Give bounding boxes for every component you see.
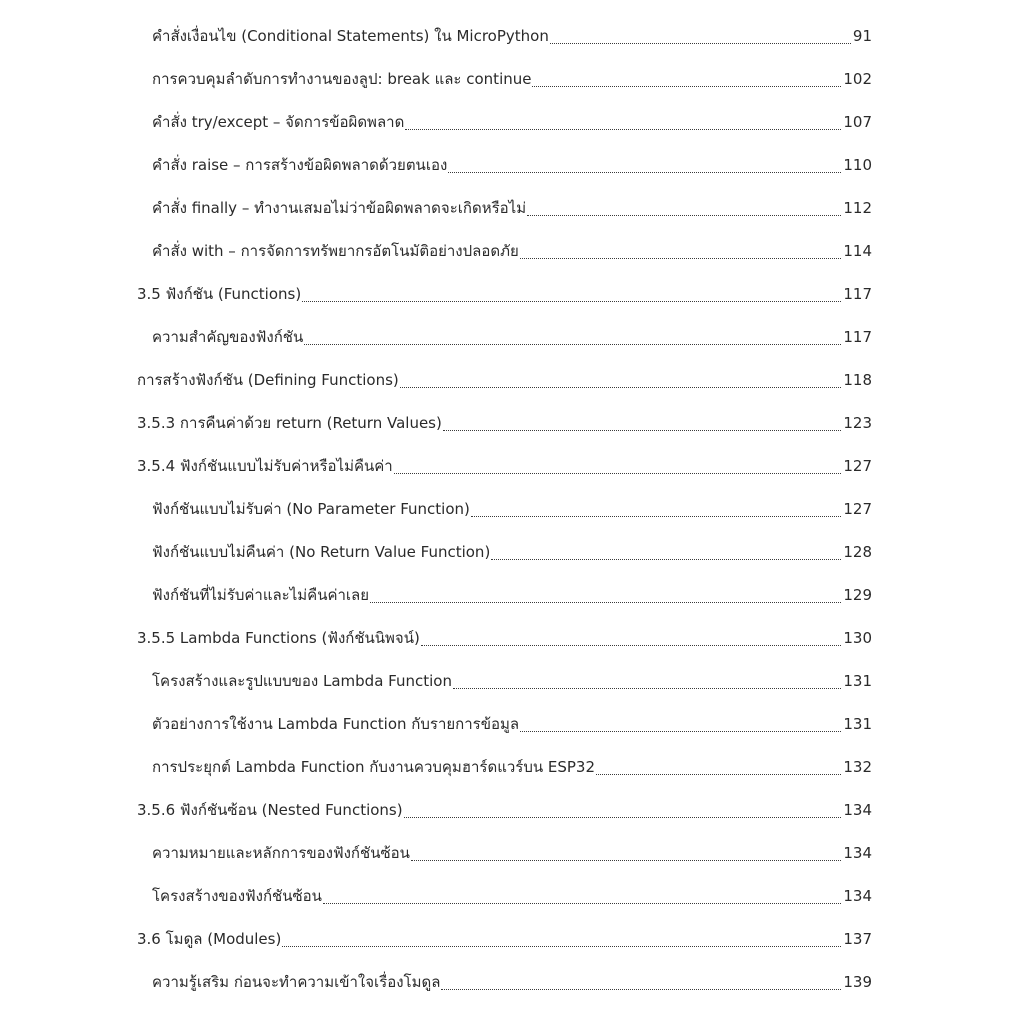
toc-entry-page: 118	[843, 370, 872, 389]
dot-leader	[448, 171, 841, 173]
toc-entry-title: คำสั่งเงื่อนไข (Conditional Statements) ใน MicroPython	[152, 26, 549, 45]
toc-entry-page: 134	[843, 886, 872, 905]
toc-entry-title: 3.5.6 ฟังก์ชันซ้อน (Nested Functions)	[137, 800, 403, 819]
toc-entry-title: 3.5.5 Lambda Functions (ฟังก์ชันนิพจน์)	[137, 628, 420, 647]
toc-entry[interactable]	[0, 831, 1024, 874]
toc-entry[interactable]	[0, 487, 1024, 530]
toc-entry-title: ความสำคัญของฟังก์ชัน	[152, 327, 304, 346]
toc-entry-title: 3.6 โมดูล (Modules)	[137, 929, 282, 948]
toc-entry-page: 132	[843, 757, 872, 776]
dot-leader	[532, 85, 841, 87]
toc-entry[interactable]	[0, 186, 1024, 229]
toc-entry-page: 102	[843, 69, 872, 88]
toc-entry[interactable]	[0, 100, 1024, 143]
toc-entry-title: 3.5 ฟังก์ชัน (Functions)	[137, 284, 302, 303]
toc-entry-title: ฟังก์ชันที่ไม่รับค่าและไม่คืนค่าเลย	[152, 585, 370, 604]
toc-entry-page: 127	[843, 499, 872, 518]
toc-entry-page: 117	[843, 284, 872, 303]
dot-leader	[405, 128, 841, 130]
dot-leader	[323, 902, 841, 904]
dot-leader	[394, 472, 842, 474]
toc-entry-page: 129	[843, 585, 872, 604]
toc-entry[interactable]	[0, 960, 1024, 1003]
toc-entry-title: คำสั่ง raise – การสร้างข้อผิดพลาดด้วยตนเอง	[152, 155, 448, 174]
toc-entry-title: การควบคุมลำดับการทำงานของลูป: break และ continue	[152, 69, 532, 88]
toc-entry-title: โครงสร้างและรูปแบบของ Lambda Function	[152, 671, 452, 690]
toc-entry[interactable]	[0, 315, 1024, 358]
toc-entry[interactable]	[0, 530, 1024, 573]
toc-entry-page: 137	[843, 929, 872, 948]
toc-entry[interactable]	[0, 272, 1024, 315]
toc-entry[interactable]	[0, 14, 1024, 57]
toc-entry-page: 130	[843, 628, 872, 647]
toc-entry[interactable]	[0, 917, 1024, 960]
toc-entry-page: 134	[843, 843, 872, 862]
toc-entry[interactable]	[0, 143, 1024, 186]
toc-entry[interactable]	[0, 358, 1024, 401]
toc-entry[interactable]	[0, 659, 1024, 702]
toc-entry-page: 131	[843, 714, 872, 733]
dot-leader	[411, 859, 841, 861]
toc-entry[interactable]	[0, 702, 1024, 745]
dot-leader	[471, 515, 841, 517]
dot-leader	[596, 773, 841, 775]
toc-entry-page: 91	[852, 26, 872, 45]
dot-leader	[453, 687, 841, 689]
toc-entry-title: การประยุกต์ Lambda Function กับงานควบคุมฮาร์ดแวร์บน ESP32	[152, 757, 596, 776]
toc-entry[interactable]	[0, 444, 1024, 487]
dot-leader	[520, 730, 841, 732]
toc-entry-page: 110	[843, 155, 872, 174]
toc-entry-page: 117	[843, 327, 872, 346]
toc-entry[interactable]	[0, 874, 1024, 917]
dot-leader	[404, 816, 842, 818]
toc-entry[interactable]	[0, 788, 1024, 831]
dot-leader	[443, 429, 842, 431]
dot-leader	[421, 644, 842, 646]
toc-entry[interactable]	[0, 573, 1024, 616]
dot-leader	[491, 558, 841, 560]
dot-leader	[282, 945, 841, 947]
toc-entry-title: ความหมายและหลักการของฟังก์ชันซ้อน	[152, 843, 410, 862]
table-of-contents	[0, 14, 1024, 1003]
toc-entry-title: การสร้างฟังก์ชัน (Defining Functions)	[137, 370, 399, 389]
toc-entry-title: ตัวอย่างการใช้งาน Lambda Function กับรายการข้อมูล	[152, 714, 520, 733]
toc-entry[interactable]	[0, 616, 1024, 659]
dot-leader	[550, 42, 851, 44]
toc-entry-title: ความรู้เสริม ก่อนจะทำความเข้าใจเรื่องโมดูล	[152, 972, 441, 991]
toc-entry[interactable]	[0, 745, 1024, 788]
toc-entry-page: 127	[843, 456, 872, 475]
toc-entry-page: 134	[843, 800, 872, 819]
toc-entry-page: 139	[843, 972, 872, 991]
dot-leader	[302, 300, 841, 302]
toc-entry-page: 131	[843, 671, 872, 690]
toc-entry-title: ฟังก์ชันแบบไม่รับค่า (No Parameter Function)	[152, 499, 470, 518]
toc-entry-title: 3.5.3 การคืนค่าด้วย return (Return Values)	[137, 413, 442, 432]
toc-entry-title: ฟังก์ชันแบบไม่คืนค่า (No Return Value Function)	[152, 542, 491, 561]
toc-entry-page: 128	[843, 542, 872, 561]
toc-entry[interactable]	[0, 57, 1024, 100]
toc-entry[interactable]	[0, 229, 1024, 272]
toc-entry-page: 107	[843, 112, 872, 131]
dot-leader	[370, 601, 841, 603]
toc-entry-title: คำสั่ง with – การจัดการทรัพยากรอัตโนมัติอย่างปลอดภัย	[152, 241, 519, 260]
dot-leader	[304, 343, 841, 345]
dot-leader	[520, 257, 842, 259]
toc-entry-page: 123	[843, 413, 872, 432]
toc-entry-page: 112	[843, 198, 872, 217]
toc-entry-title: คำสั่ง finally – ทำงานเสมอไม่ว่าข้อผิดพลาดจะเกิดหรือไม่	[152, 198, 527, 217]
toc-entry[interactable]	[0, 401, 1024, 444]
toc-entry-title: 3.5.4 ฟังก์ชันแบบไม่รับค่าหรือไม่คืนค่า	[137, 456, 393, 475]
toc-entry-page: 114	[843, 241, 872, 260]
dot-leader	[400, 386, 842, 388]
toc-entry-title: คำสั่ง try/except – จัดการข้อผิดพลาด	[152, 112, 405, 131]
toc-entry-title: โครงสร้างของฟังก์ชันซ้อน	[152, 886, 322, 905]
dot-leader	[527, 214, 841, 216]
dot-leader	[441, 988, 841, 990]
